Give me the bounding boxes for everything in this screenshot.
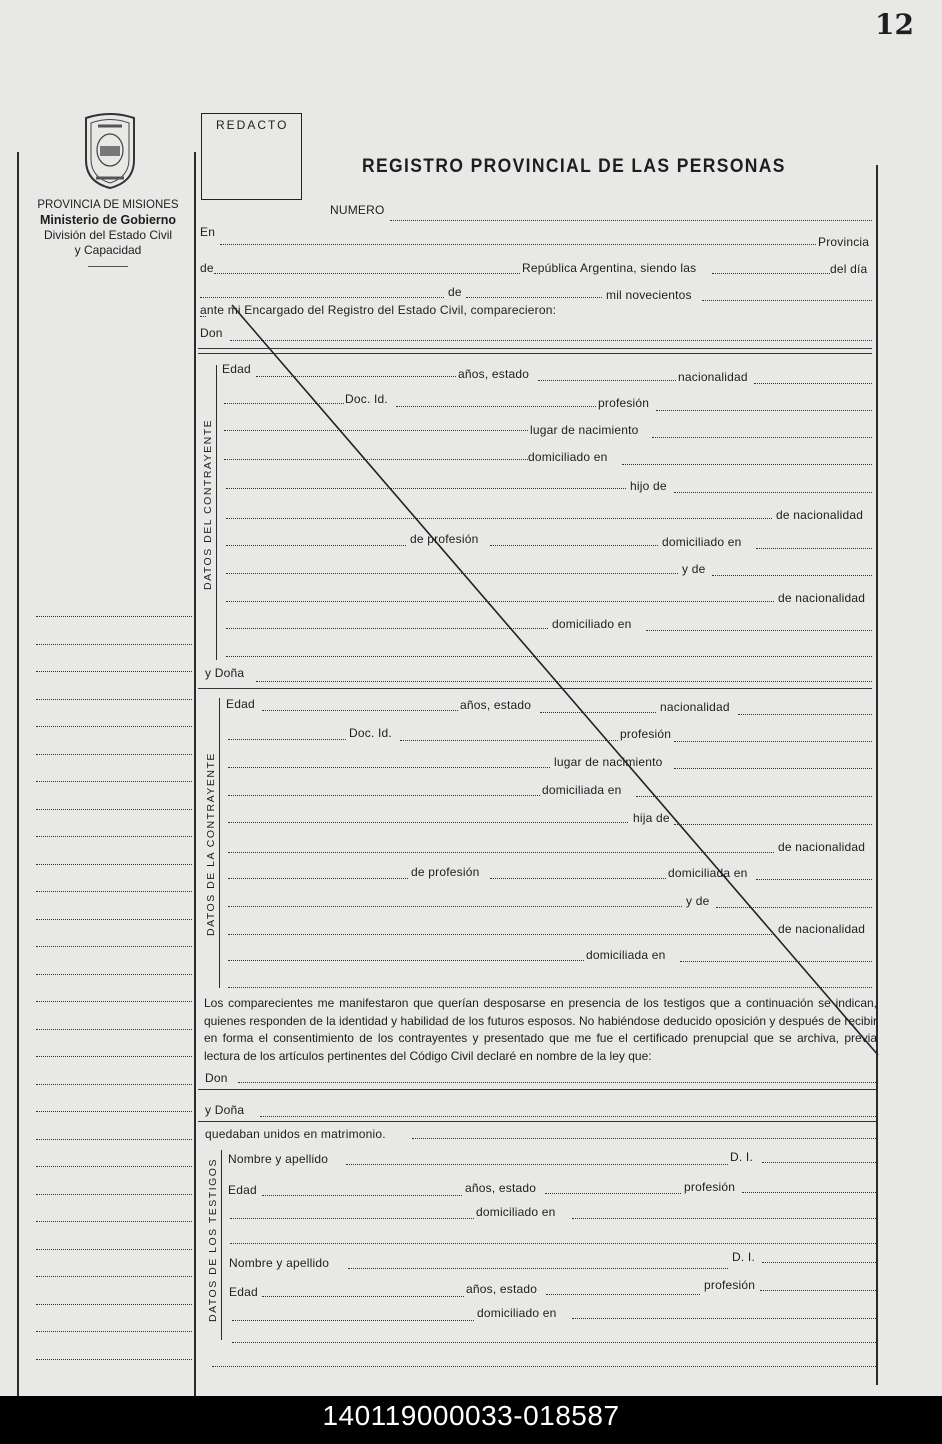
domiciliado-en-3-label: domiciliado en [552, 617, 632, 631]
quedaban-label: quedaban unidos en matrimonio. [205, 1127, 386, 1141]
f-hija-de-label: hija de [633, 811, 670, 825]
t2-edad-label: Edad [229, 1285, 258, 1299]
contrayente-side-label: DATOS DEL CONTRAYENTE [202, 418, 214, 590]
de-mes-label: de [448, 285, 462, 299]
t2-anos-label: años, estado [466, 1282, 538, 1296]
profesion-label: profesión [598, 396, 650, 410]
f-de-nacionalidad-label: de nacionalidad [778, 840, 866, 854]
declaration-text: Los comparecientes me manifestaron que querían desposarse en presencia de los testigos que a continuación se indican, quienes responden de la identidad y habilidad de los futuros esposos. No habiéndose deducido oposición y después de recibir en forma el consentimiento de los contrayentes y presentado que me fue el certificado prenupcial que se archiva, previa lectura de los artículos pertinentes del Código Civil declaré en nombre de la ley que: [204, 996, 877, 1063]
document-id: 140119000033-018587 [0, 1396, 942, 1444]
t2-dom-label: domiciliado en [477, 1306, 557, 1320]
t2-nombre-label: Nombre y apellido [229, 1256, 330, 1270]
ante-label: ante mi Encargado del Registro del Estado Civil, comparecieron: [200, 303, 557, 317]
f-nacionalidad-label: nacionalidad [660, 700, 730, 714]
ministry-name: Ministerio de Gobierno [39, 213, 177, 227]
f-de-profesion-label: de profesión [411, 865, 480, 879]
de-nacionalidad-label: de nacionalidad [776, 508, 864, 522]
f-domiciliada-en-2-label: domiciliada en [668, 866, 748, 880]
decl-dona-label: y Doña [205, 1103, 245, 1117]
f-de-nacionalidad-2-label: de nacionalidad [778, 922, 866, 936]
page-title: REGISTRO PROVINCIAL DE LAS PERSONAS [362, 156, 786, 177]
t1-di-label: D. I. [730, 1150, 754, 1164]
t1-edad-label: Edad [228, 1183, 257, 1197]
de-label: de [200, 261, 214, 275]
page-number: 12 [875, 8, 914, 41]
t2-prof-label: profesión [704, 1278, 756, 1292]
edad-label: Edad [222, 362, 251, 376]
testigos-side-label: DATOS DE LOS TESTIGOS [207, 1158, 219, 1322]
hijo-de-label: hijo de [630, 479, 667, 493]
f-lugar-label: lugar de nacimiento [554, 755, 663, 769]
anos-estado-label: años, estado [458, 367, 530, 381]
redacto-label: REDACTO [216, 118, 289, 132]
f-doc-label: Doc. Id. [349, 726, 392, 740]
domiciliado-label: domiciliado en [528, 450, 608, 464]
province-name: PROVINCIA DE MISIONES [37, 199, 179, 211]
t1-anos-label: años, estado [465, 1181, 537, 1195]
t1-prof-label: profesión [684, 1180, 736, 1194]
doc-label: Doc. Id. [345, 392, 388, 406]
lugar-label: lugar de nacimiento [530, 423, 639, 437]
y-dona-label: y Doña [205, 666, 245, 680]
f-anos-estado-label: años, estado [460, 698, 532, 712]
f-domiciliada-label: domiciliada en [542, 783, 622, 797]
t2-di-label: D. I. [732, 1250, 756, 1264]
f-edad-label: Edad [226, 697, 255, 711]
numero-label: NUMERO [330, 203, 385, 217]
f-domiciliada-en-3-label: domiciliada en [586, 948, 666, 962]
del-dia-label: del día [830, 262, 868, 276]
de-nacionalidad-2-label: de nacionalidad [778, 591, 866, 605]
republica-label: República Argentina, siendo las [522, 261, 697, 275]
division-line-1: División del Estado Civil [43, 228, 173, 242]
nacionalidad-label: nacionalidad [678, 370, 748, 384]
t1-dom-label: domiciliado en [476, 1205, 556, 1219]
t1-nombre-label: Nombre y apellido [228, 1152, 329, 1166]
mil-novecientos-label: mil novecientos [606, 288, 692, 302]
contrayenta-side-label: DATOS DE LA CONTRAYENTE [205, 752, 217, 936]
y-de-label: y de [682, 562, 706, 576]
don-label: Don [200, 326, 223, 340]
decl-don-label: Don [205, 1071, 228, 1085]
domiciliado-en-2-label: domiciliado en [662, 535, 742, 549]
en-label: En [200, 225, 216, 239]
f-profesion-label: profesión [620, 727, 672, 741]
division-line-2: y Capacidad [74, 243, 142, 257]
provincia-label: Provincia [818, 235, 870, 249]
f-y-de-label: y de [686, 894, 710, 908]
de-profesion-label: de profesión [410, 532, 479, 546]
